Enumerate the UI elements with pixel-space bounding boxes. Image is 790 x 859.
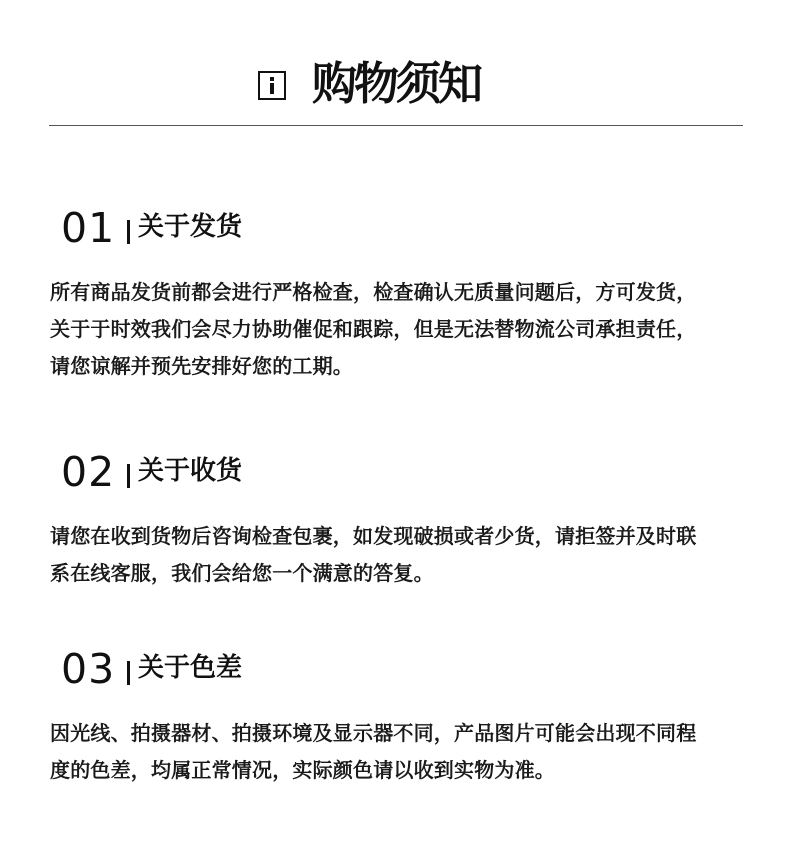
section-number: 02 (61, 448, 116, 496)
page-title: 购物须知 (312, 57, 481, 110)
section-number: 03 (61, 645, 116, 693)
section-body-line: 系在线客服，我们会给您一个满意的答复。 (50, 561, 434, 585)
section-divider-bar (127, 220, 130, 244)
section-body-line: 度的色差，均属正常情况，实际颜色请以收到实物为准。 (50, 758, 555, 782)
page-header (0, 52, 790, 118)
info-icon (258, 71, 286, 100)
section-body (50, 518, 766, 592)
section-title: 关于收货 (138, 456, 243, 486)
section-body-line: 因光线、拍摄器材、拍摄环境及显示器不同，产品图片可能会出现不同程 (50, 721, 697, 745)
section-divider-bar (127, 464, 130, 488)
section-body-line: 所有商品发货前都会进行严格检查，检查确认无质量问题后，方可发货， (50, 280, 697, 304)
section-body (50, 715, 766, 789)
header-divider (49, 125, 743, 126)
section-body (50, 274, 766, 385)
section-divider-bar (127, 661, 130, 685)
section-body-line: 关于于时效我们会尽力协助催促和跟踪，但是无法替物流公司承担责任， (50, 317, 697, 341)
section-body-line: 请您谅解并预先安排好您的工期。 (50, 354, 353, 378)
section-number: 01 (61, 204, 116, 252)
section-title: 关于发货 (138, 212, 243, 242)
section-title: 关于色差 (138, 653, 243, 683)
section-body-line: 请您在收到货物后咨询检查包裹，如发现破损或者少货，请拒签并及时联 (50, 524, 697, 548)
